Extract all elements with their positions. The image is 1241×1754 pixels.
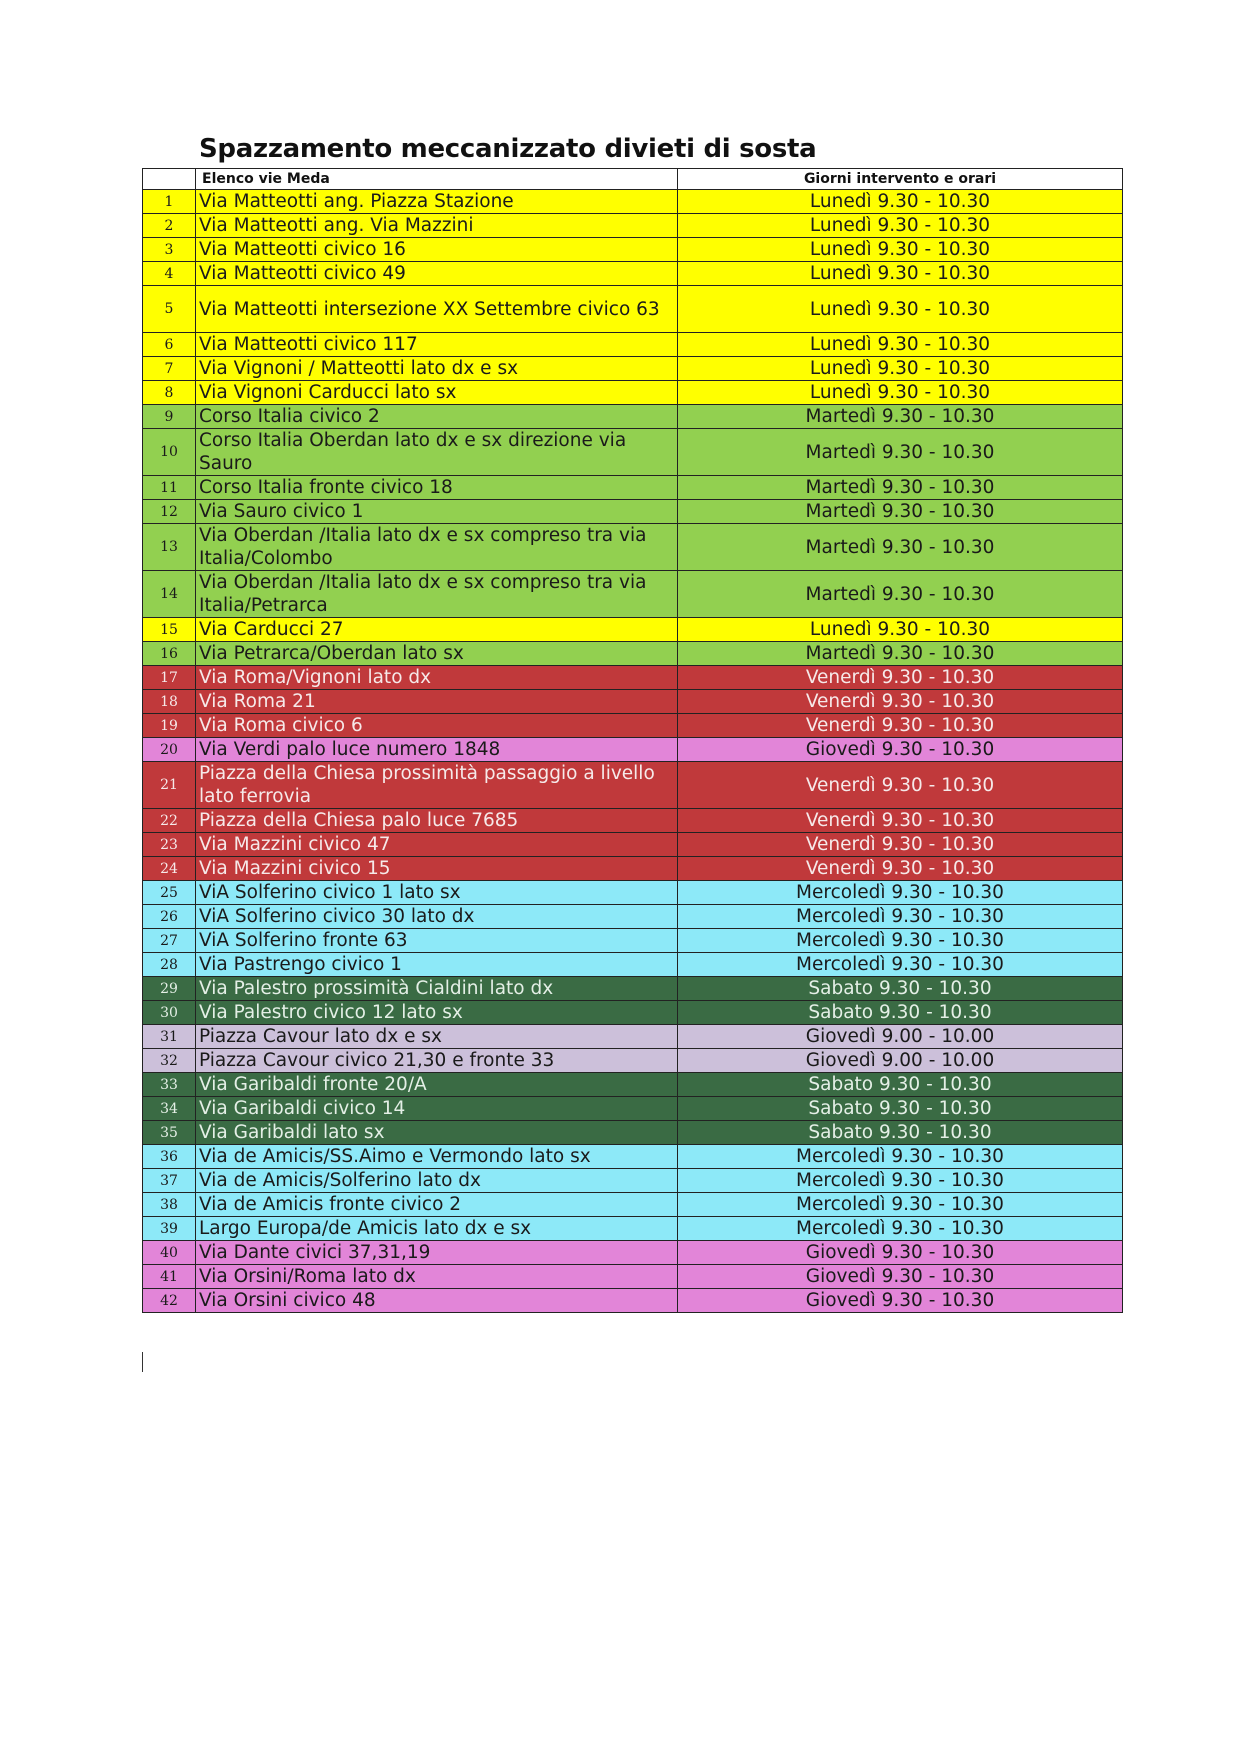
header-days: Giorni intervento e orari: [678, 169, 1123, 190]
row-number: 7: [143, 357, 196, 381]
row-schedule: Venerdì 9.30 - 10.30: [678, 833, 1123, 857]
table-row: [143, 190, 1123, 214]
table-header-row: [143, 169, 1123, 190]
row-number: 22: [143, 809, 196, 833]
row-schedule: Venerdì 9.30 - 10.30: [678, 809, 1123, 833]
table-row: [143, 1193, 1123, 1217]
row-schedule: Lunedì 9.30 - 10.30: [678, 333, 1123, 357]
row-street: Piazza Cavour lato dx e sx: [196, 1025, 678, 1049]
row-street: Via Vignoni / Matteotti lato dx e sx: [196, 357, 678, 381]
row-number: 41: [143, 1265, 196, 1289]
row-street: Via Orsini civico 48: [196, 1289, 678, 1313]
table-row: [143, 762, 1123, 809]
row-street: Piazza della Chiesa palo luce 7685: [196, 809, 678, 833]
row-schedule: Lunedì 9.30 - 10.30: [678, 618, 1123, 642]
table-row: [143, 429, 1123, 476]
row-street: Via Carducci 27: [196, 618, 678, 642]
row-street: Via Garibaldi lato sx: [196, 1121, 678, 1145]
schedule-rows: [143, 190, 1123, 1313]
table-row: [143, 1073, 1123, 1097]
row-street: Via Mazzini civico 15: [196, 857, 678, 881]
header-number: [143, 169, 196, 190]
row-number: 18: [143, 690, 196, 714]
row-number: 38: [143, 1193, 196, 1217]
row-street: Via Vignoni Carducci lato sx: [196, 381, 678, 405]
table-row: [143, 571, 1123, 618]
table-row: [143, 286, 1123, 333]
row-schedule: Venerdì 9.30 - 10.30: [678, 666, 1123, 690]
table-row: [143, 1145, 1123, 1169]
row-number: 24: [143, 857, 196, 881]
row-street: Via Palestro prossimità Cialdini lato dx: [196, 977, 678, 1001]
table-row: [143, 1289, 1123, 1313]
row-street: Via Oberdan /Italia lato dx e sx compreso tra via Italia/Colombo: [196, 524, 678, 571]
table-row: [143, 953, 1123, 977]
table-row: [143, 642, 1123, 666]
table-row: [143, 1241, 1123, 1265]
row-street: Via Orsini/Roma lato dx: [196, 1265, 678, 1289]
table-row: [143, 929, 1123, 953]
row-street: Via Verdi palo luce numero 1848: [196, 738, 678, 762]
row-number: 40: [143, 1241, 196, 1265]
table-row: [143, 1097, 1123, 1121]
table-row: [143, 476, 1123, 500]
row-number: 8: [143, 381, 196, 405]
row-schedule: Venerdì 9.30 - 10.30: [678, 690, 1123, 714]
row-schedule: Martedì 9.30 - 10.30: [678, 524, 1123, 571]
row-schedule: Giovedì 9.30 - 10.30: [678, 1241, 1123, 1265]
row-street: Via Sauro civico 1: [196, 500, 678, 524]
row-street: Via Matteotti civico 16: [196, 238, 678, 262]
row-schedule: Lunedì 9.30 - 10.30: [678, 190, 1123, 214]
row-street: Via de Amicis/Solferino lato dx: [196, 1169, 678, 1193]
row-schedule: Venerdì 9.30 - 10.30: [678, 762, 1123, 809]
row-number: 23: [143, 833, 196, 857]
row-schedule: Giovedì 9.00 - 10.00: [678, 1049, 1123, 1073]
row-street: ViA Solferino civico 1 lato sx: [196, 881, 678, 905]
row-schedule: Lunedì 9.30 - 10.30: [678, 214, 1123, 238]
row-street: Via Garibaldi civico 14: [196, 1097, 678, 1121]
row-number: 39: [143, 1217, 196, 1241]
row-schedule: Lunedì 9.30 - 10.30: [678, 357, 1123, 381]
row-number: 14: [143, 571, 196, 618]
row-number: 10: [143, 429, 196, 476]
table-row: [143, 405, 1123, 429]
table-row: [143, 1265, 1123, 1289]
row-schedule: Mercoledì 9.30 - 10.30: [678, 881, 1123, 905]
row-schedule: Giovedì 9.00 - 10.00: [678, 1025, 1123, 1049]
table-row: [143, 833, 1123, 857]
row-number: 35: [143, 1121, 196, 1145]
row-number: 28: [143, 953, 196, 977]
row-schedule: Martedì 9.30 - 10.30: [678, 571, 1123, 618]
table-row: [143, 714, 1123, 738]
row-schedule: Mercoledì 9.30 - 10.30: [678, 929, 1123, 953]
row-street: Via Oberdan /Italia lato dx e sx compreso tra via Italia/Petrarca: [196, 571, 678, 618]
row-schedule: Mercoledì 9.30 - 10.30: [678, 1145, 1123, 1169]
table-row: [143, 1049, 1123, 1073]
row-street: Piazza Cavour civico 21,30 e fronte 33: [196, 1049, 678, 1073]
row-street: Via Petrarca/Oberdan lato sx: [196, 642, 678, 666]
row-schedule: Sabato 9.30 - 10.30: [678, 1001, 1123, 1025]
row-schedule: Giovedì 9.30 - 10.30: [678, 738, 1123, 762]
table-row: [143, 524, 1123, 571]
row-number: 26: [143, 905, 196, 929]
row-street: Via Matteotti civico 117: [196, 333, 678, 357]
row-schedule: Venerdì 9.30 - 10.30: [678, 857, 1123, 881]
row-number: 17: [143, 666, 196, 690]
row-schedule: Sabato 9.30 - 10.30: [678, 1097, 1123, 1121]
row-schedule: Lunedì 9.30 - 10.30: [678, 238, 1123, 262]
row-number: 2: [143, 214, 196, 238]
table-row: [143, 666, 1123, 690]
table-row: [143, 381, 1123, 405]
row-street: Via Dante civici 37,31,19: [196, 1241, 678, 1265]
table-row: [143, 905, 1123, 929]
table-row: [143, 262, 1123, 286]
table-row: [143, 214, 1123, 238]
row-number: 9: [143, 405, 196, 429]
row-street: Corso Italia Oberdan lato dx e sx direzione via Sauro: [196, 429, 678, 476]
row-number: 27: [143, 929, 196, 953]
row-street: Via Palestro civico 12 lato sx: [196, 1001, 678, 1025]
row-schedule: Mercoledì 9.30 - 10.30: [678, 953, 1123, 977]
row-number: 36: [143, 1145, 196, 1169]
table-row: [143, 1169, 1123, 1193]
table-row: [143, 1217, 1123, 1241]
row-number: 5: [143, 286, 196, 333]
table-row: [143, 857, 1123, 881]
row-street: Largo Europa/de Amicis lato dx e sx: [196, 1217, 678, 1241]
row-number: 11: [143, 476, 196, 500]
row-schedule: Sabato 9.30 - 10.30: [678, 1121, 1123, 1145]
row-street: Via Matteotti civico 49: [196, 262, 678, 286]
row-number: 31: [143, 1025, 196, 1049]
table-row: [143, 238, 1123, 262]
row-schedule: Venerdì 9.30 - 10.30: [678, 714, 1123, 738]
header-street: Elenco vie Meda: [196, 169, 678, 190]
row-street: Corso Italia fronte civico 18: [196, 476, 678, 500]
row-number: 19: [143, 714, 196, 738]
row-schedule: Sabato 9.30 - 10.30: [678, 977, 1123, 1001]
row-number: 42: [143, 1289, 196, 1313]
table-row: [143, 357, 1123, 381]
row-number: 34: [143, 1097, 196, 1121]
row-street: Via de Amicis/SS.Aimo e Vermondo lato sx: [196, 1145, 678, 1169]
table-row: [143, 1121, 1123, 1145]
table-row: [143, 809, 1123, 833]
row-number: 30: [143, 1001, 196, 1025]
row-number: 16: [143, 642, 196, 666]
row-street: Corso Italia civico 2: [196, 405, 678, 429]
row-street: Via Roma 21: [196, 690, 678, 714]
table-row: [143, 1001, 1123, 1025]
row-schedule: Giovedì 9.30 - 10.30: [678, 1289, 1123, 1313]
row-schedule: Martedì 9.30 - 10.30: [678, 405, 1123, 429]
row-street: ViA Solferino fronte 63: [196, 929, 678, 953]
row-schedule: Martedì 9.30 - 10.30: [678, 642, 1123, 666]
row-number: 37: [143, 1169, 196, 1193]
row-street: Via Matteotti ang. Via Mazzini: [196, 214, 678, 238]
row-number: 32: [143, 1049, 196, 1073]
row-street: Via Matteotti ang. Piazza Stazione: [196, 190, 678, 214]
row-number: 3: [143, 238, 196, 262]
row-schedule: Mercoledì 9.30 - 10.30: [678, 1217, 1123, 1241]
schedule-table: [142, 168, 1123, 1313]
page-title: Spazzamento meccanizzato divieti di sosta: [199, 134, 817, 164]
row-number: 12: [143, 500, 196, 524]
row-number: 21: [143, 762, 196, 809]
row-number: 33: [143, 1073, 196, 1097]
table-row: [143, 618, 1123, 642]
row-schedule: Mercoledì 9.30 - 10.30: [678, 1193, 1123, 1217]
row-number: 20: [143, 738, 196, 762]
row-street: ViA Solferino civico 30 lato dx: [196, 905, 678, 929]
table-row: [143, 977, 1123, 1001]
table-row: [143, 333, 1123, 357]
row-street: Via Pastrengo civico 1: [196, 953, 678, 977]
table-row: [143, 500, 1123, 524]
row-schedule: Mercoledì 9.30 - 10.30: [678, 905, 1123, 929]
table-row: [143, 690, 1123, 714]
table-row: [143, 738, 1123, 762]
row-number: 25: [143, 881, 196, 905]
row-street: Piazza della Chiesa prossimità passaggio a livello lato ferrovia: [196, 762, 678, 809]
row-street: Via Roma civico 6: [196, 714, 678, 738]
row-number: 4: [143, 262, 196, 286]
row-schedule: Martedì 9.30 - 10.30: [678, 476, 1123, 500]
row-number: 6: [143, 333, 196, 357]
table-row: [143, 1025, 1123, 1049]
row-street: Via Roma/Vignoni lato dx: [196, 666, 678, 690]
row-schedule: Martedì 9.30 - 10.30: [678, 500, 1123, 524]
row-number: 15: [143, 618, 196, 642]
table-row: [143, 881, 1123, 905]
row-street: Via de Amicis fronte civico 2: [196, 1193, 678, 1217]
row-number: 13: [143, 524, 196, 571]
row-schedule: Mercoledì 9.30 - 10.30: [678, 1169, 1123, 1193]
row-schedule: Lunedì 9.30 - 10.30: [678, 286, 1123, 333]
row-street: Via Mazzini civico 47: [196, 833, 678, 857]
row-schedule: Lunedì 9.30 - 10.30: [678, 262, 1123, 286]
row-number: 29: [143, 977, 196, 1001]
row-number: 1: [143, 190, 196, 214]
row-schedule: Sabato 9.30 - 10.30: [678, 1073, 1123, 1097]
row-street: Via Garibaldi fronte 20/A: [196, 1073, 678, 1097]
row-schedule: Giovedì 9.30 - 10.30: [678, 1265, 1123, 1289]
row-street: Via Matteotti intersezione XX Settembre civico 63: [196, 286, 678, 333]
row-schedule: Martedì 9.30 - 10.30: [678, 429, 1123, 476]
left-border-stub: [142, 1352, 143, 1372]
row-schedule: Lunedì 9.30 - 10.30: [678, 381, 1123, 405]
